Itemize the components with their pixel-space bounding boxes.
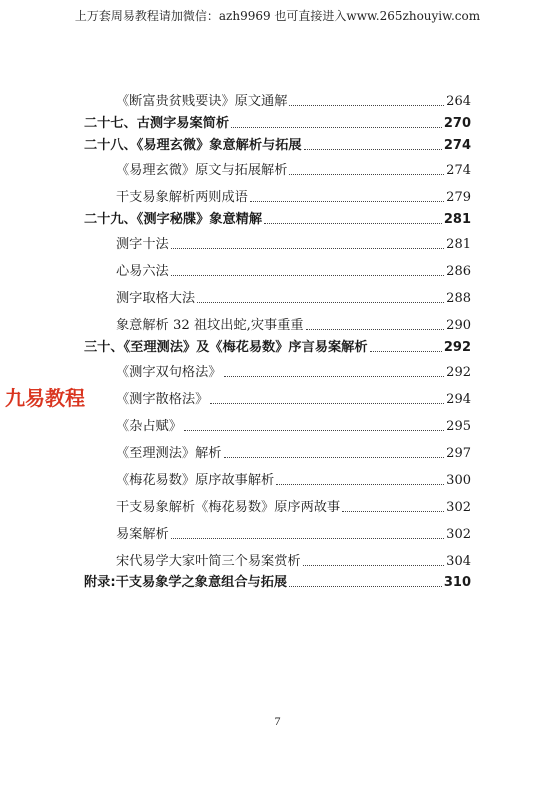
toc-entry-title: 《至理测法》解析	[116, 446, 222, 461]
dot-leader	[171, 538, 444, 539]
toc-entry-title: 宋代易学大家叶简三个易案赏析	[116, 554, 301, 569]
toc-entry-title: 二十七、古测字易案简析	[84, 116, 230, 131]
toc-entry-title: 心易六法	[116, 264, 169, 279]
toc-entry	[116, 496, 471, 518]
page-header-banner: 上万套周易教程请加微信：azh9969 也可直接进入www.265zhouyiw.com	[74, 9, 481, 23]
dot-leader	[264, 223, 442, 224]
toc-entry-title: 测字取格大法	[116, 291, 196, 306]
toc-entry-title: 《断富贵贫贱要诀》原文通解	[116, 94, 288, 109]
dot-leader	[289, 105, 444, 106]
toc-entry-page: 292	[443, 340, 471, 355]
dot-leader	[184, 430, 444, 431]
dot-leader	[342, 511, 444, 512]
toc-entry-title: 附录:干支易象学之象意组合与拓展	[84, 575, 288, 590]
toc-entry	[116, 469, 471, 491]
toc-entry	[116, 415, 471, 437]
toc-entry-page: 279	[446, 190, 471, 205]
toc-entry-title: 《易理玄微》原文与拓展解析	[116, 163, 288, 178]
toc-entry-page: 310	[443, 575, 471, 590]
toc-entry-title: 《测字散格法》	[116, 392, 209, 407]
toc-entry-page: 281	[446, 237, 471, 252]
toc-entry-title: 干支易象解析《梅花易数》原序两故事	[116, 500, 341, 515]
dot-leader	[231, 127, 442, 128]
toc-entry-page: 274	[443, 138, 471, 153]
toc-entry	[116, 159, 471, 181]
toc-entry-title: 《测字双句格法》	[116, 365, 222, 380]
toc-entry-title: 《梅花易数》原序故事解析	[116, 473, 275, 488]
toc-entry	[116, 260, 471, 282]
dot-leader	[224, 457, 445, 458]
dot-leader	[250, 201, 444, 202]
dot-leader	[370, 351, 442, 352]
toc-entry	[84, 208, 471, 230]
toc-entry-title: 三十、《至理测法》及《梅花易数》序言易案解析	[84, 340, 368, 355]
toc-entry-title: 《杂占赋》	[116, 419, 182, 434]
toc-entry-page: 286	[446, 264, 471, 279]
toc-entry-page: 300	[446, 473, 471, 488]
toc-entry	[116, 287, 471, 309]
toc-entry-title: 干支易象解析两则成语	[116, 190, 248, 205]
dot-leader	[303, 565, 445, 566]
dot-leader	[171, 248, 444, 249]
toc-entry-page: 288	[446, 291, 471, 306]
toc-entry	[116, 388, 471, 410]
toc-entry-page: 304	[446, 554, 471, 569]
dot-leader	[276, 484, 444, 485]
toc-entry	[116, 361, 471, 383]
toc-entry	[116, 442, 471, 464]
toc-entry-page: 281	[443, 212, 471, 227]
toc-entry-title: 二十九、《测字秘牒》象意精解	[84, 212, 263, 227]
toc-entry-page: 295	[446, 419, 471, 434]
dot-leader	[289, 586, 442, 587]
dot-leader	[289, 174, 444, 175]
toc-entry-title: 测字十法	[116, 237, 169, 252]
toc-entry-page: 274	[446, 163, 471, 178]
toc-entry	[116, 233, 471, 255]
page-number: 7	[274, 714, 281, 728]
toc-entry	[116, 550, 471, 572]
dot-leader	[171, 275, 444, 276]
dot-leader	[304, 149, 442, 150]
toc-entry-title: 二十八、《易理玄微》象意解析与拓展	[84, 138, 302, 153]
toc-entry	[116, 186, 471, 208]
toc-entry-page: 292	[446, 365, 471, 380]
dot-leader	[224, 376, 445, 377]
toc-entry-page: 302	[446, 527, 471, 542]
toc-entry-page: 290	[446, 318, 471, 333]
watermark-logo: 九易教程	[5, 386, 85, 410]
dot-leader	[210, 403, 444, 404]
dot-leader	[197, 302, 444, 303]
toc-entry-page: 270	[443, 116, 471, 131]
toc-entry-title: 象意解析 32 祖坟出蛇,灾事重重	[116, 318, 304, 333]
toc-entry	[84, 112, 471, 134]
toc-entry	[84, 571, 471, 593]
toc-entry-page: 264	[446, 94, 471, 109]
toc-entry	[116, 523, 471, 545]
toc-entry	[116, 314, 471, 336]
toc-entry	[84, 134, 471, 156]
toc-entry-page: 294	[446, 392, 471, 407]
toc-entry-page: 302	[446, 500, 471, 515]
toc-entry	[84, 336, 471, 358]
toc-entry	[116, 90, 471, 112]
toc-entry-title: 易案解析	[116, 527, 169, 542]
toc-entry-page: 297	[446, 446, 471, 461]
dot-leader	[306, 329, 445, 330]
